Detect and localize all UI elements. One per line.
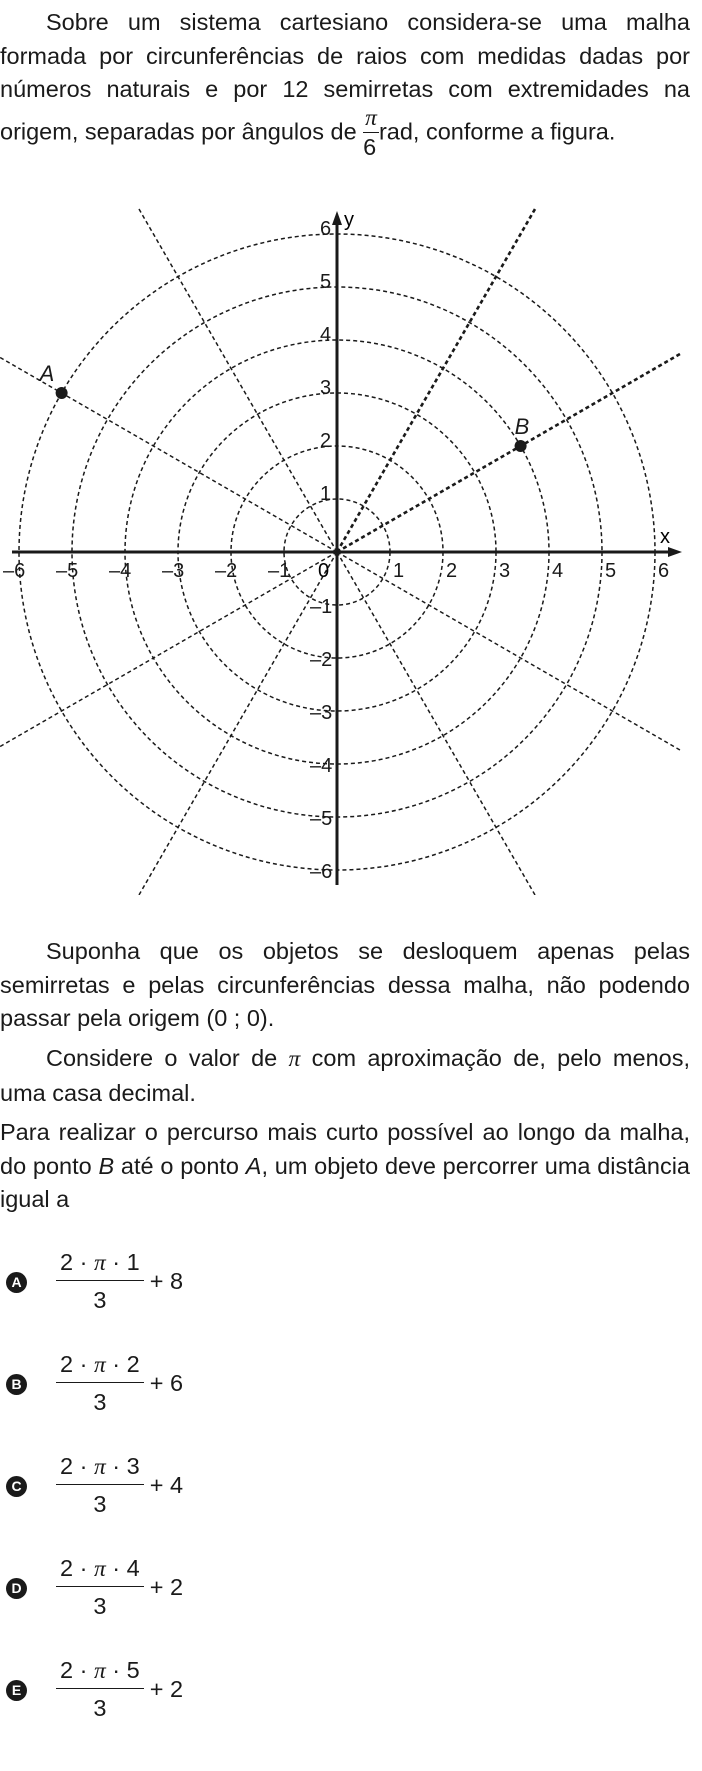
grid-ray-10 — [337, 552, 536, 895]
option-letter-badge: E — [6, 1680, 27, 1701]
angle-fraction-numerator: π — [363, 107, 379, 134]
option-letter-badge: A — [6, 1272, 27, 1293]
x-tick-label: 4 — [552, 560, 564, 582]
option-tail: + 2 — [149, 1676, 184, 1702]
y-tick-label: 1 — [320, 483, 332, 505]
y-tick-label: –3 — [310, 702, 333, 724]
option-formula — [56, 1659, 183, 1720]
option-letter-badge: D — [6, 1578, 27, 1599]
angle-fraction — [363, 104, 379, 160]
intro-paragraph — [0, 6, 690, 160]
option-tail: + 6 — [149, 1370, 184, 1396]
y-tick-label: 3 — [320, 377, 332, 399]
option-fraction: $\frac{2 \cdot \pi \cdot 5}{3}$ — [56, 1659, 144, 1720]
x-tick-label: 1 — [393, 560, 405, 582]
x-axis-arrow — [668, 547, 682, 557]
axes — [12, 209, 682, 885]
x-tick-label: –1 — [268, 560, 291, 582]
intro-text: Sobre um sistema cartesiano considera-se uma malha formada por circunferências de raios com medidas dadas por números naturais e por 12 semirretas com extremidades na origem, separadas por ângulos de — [0, 9, 690, 145]
pi-symbol: π — [288, 1046, 301, 1072]
x-tick-label: –2 — [215, 560, 238, 582]
point-b-label: B — [514, 413, 530, 439]
option-e[interactable] — [0, 1653, 690, 1731]
y-axis-arrow — [332, 211, 342, 225]
option-a[interactable] — [0, 1245, 690, 1323]
x-tick-label: –4 — [109, 560, 132, 582]
point-b-marker — [515, 440, 527, 452]
pi-approx-text: Considere o valor de — [46, 1045, 289, 1071]
y-tick-label: –2 — [310, 649, 333, 671]
option-letter-badge: C — [6, 1476, 27, 1497]
y-tick-label: 2 — [320, 430, 332, 452]
question-paragraph — [0, 1116, 690, 1217]
angle-fraction-denominator: 6 — [363, 134, 377, 160]
grid-ray-1 — [337, 353, 681, 552]
question-text-mid: até o ponto — [114, 1152, 246, 1179]
option-fraction: $\frac{2 \cdot \pi \cdot 2}{3}$ — [56, 1353, 144, 1414]
y-axis-label: y — [344, 209, 354, 231]
option-c[interactable] — [0, 1449, 690, 1527]
option-formula — [56, 1455, 183, 1516]
point-a-marker — [56, 387, 68, 399]
x-tick-label: –5 — [56, 560, 79, 582]
y-tick-label: –5 — [310, 808, 333, 830]
intro-text-end: rad, conforme a figura. — [378, 118, 616, 145]
x-tick-label: –3 — [162, 560, 185, 582]
x-axis-label: x — [660, 526, 670, 548]
y-tick-label: 4 — [320, 324, 332, 346]
option-letter-badge: B — [6, 1374, 27, 1395]
option-tail: + 2 — [149, 1574, 184, 1600]
option-fraction: $\frac{2 \cdot \pi \cdot 3}{3}$ — [56, 1455, 144, 1516]
question-text: Para realizar o percurso mais curto possível ao longo da malha, do ponto — [0, 1119, 690, 1179]
x-tick-label: 6 — [658, 560, 670, 582]
grid-ray-2 — [337, 208, 536, 552]
option-b[interactable] — [0, 1347, 690, 1425]
grid-ray-8 — [138, 552, 337, 895]
question-text-end: , um objeto deve percorrer uma distância igual a — [0, 1152, 690, 1212]
y-tick-label: –1 — [310, 596, 333, 618]
option-formula — [56, 1353, 183, 1414]
y-tick-label: –6 — [310, 861, 333, 883]
y-tick-label: 6 — [320, 218, 332, 240]
pi-approximation-paragraph — [0, 1042, 690, 1110]
x-tick-label: 5 — [605, 560, 617, 582]
pi-approx-text-end: com aproximação de, pelo menos, uma casa decimal. — [0, 1045, 690, 1106]
point-a-label: A — [39, 360, 55, 386]
y-tick-label: –4 — [310, 755, 333, 777]
x-tick-label: 2 — [446, 560, 458, 582]
x-tick-label: –6 — [3, 560, 26, 582]
point-b-ref: B — [98, 1152, 115, 1179]
point-a-ref: A — [245, 1152, 262, 1179]
y-tick-label: 5 — [320, 271, 332, 293]
option-fraction: $\frac{2 \cdot \pi \cdot 1}{3}$ — [56, 1251, 144, 1312]
x-tick-label: 3 — [499, 560, 511, 582]
grid-ray-4 — [138, 208, 337, 552]
option-fraction: $\frac{2 \cdot \pi \cdot 4}{3}$ — [56, 1557, 144, 1618]
option-formula — [56, 1557, 183, 1618]
option-tail: + 8 — [149, 1268, 184, 1294]
polar-grid-figure — [0, 205, 690, 895]
option-d[interactable] — [0, 1551, 690, 1629]
option-tail: + 4 — [149, 1472, 184, 1498]
option-formula — [56, 1251, 183, 1312]
origin-label: 0 — [318, 560, 330, 582]
movement-rule-paragraph: Suponha que os objetos se desloquem apenas pelas semirretas e pelas circunferências dessa malha, não podendo passar pela origem (0 ; 0). — [0, 938, 690, 1031]
points — [38, 361, 530, 452]
